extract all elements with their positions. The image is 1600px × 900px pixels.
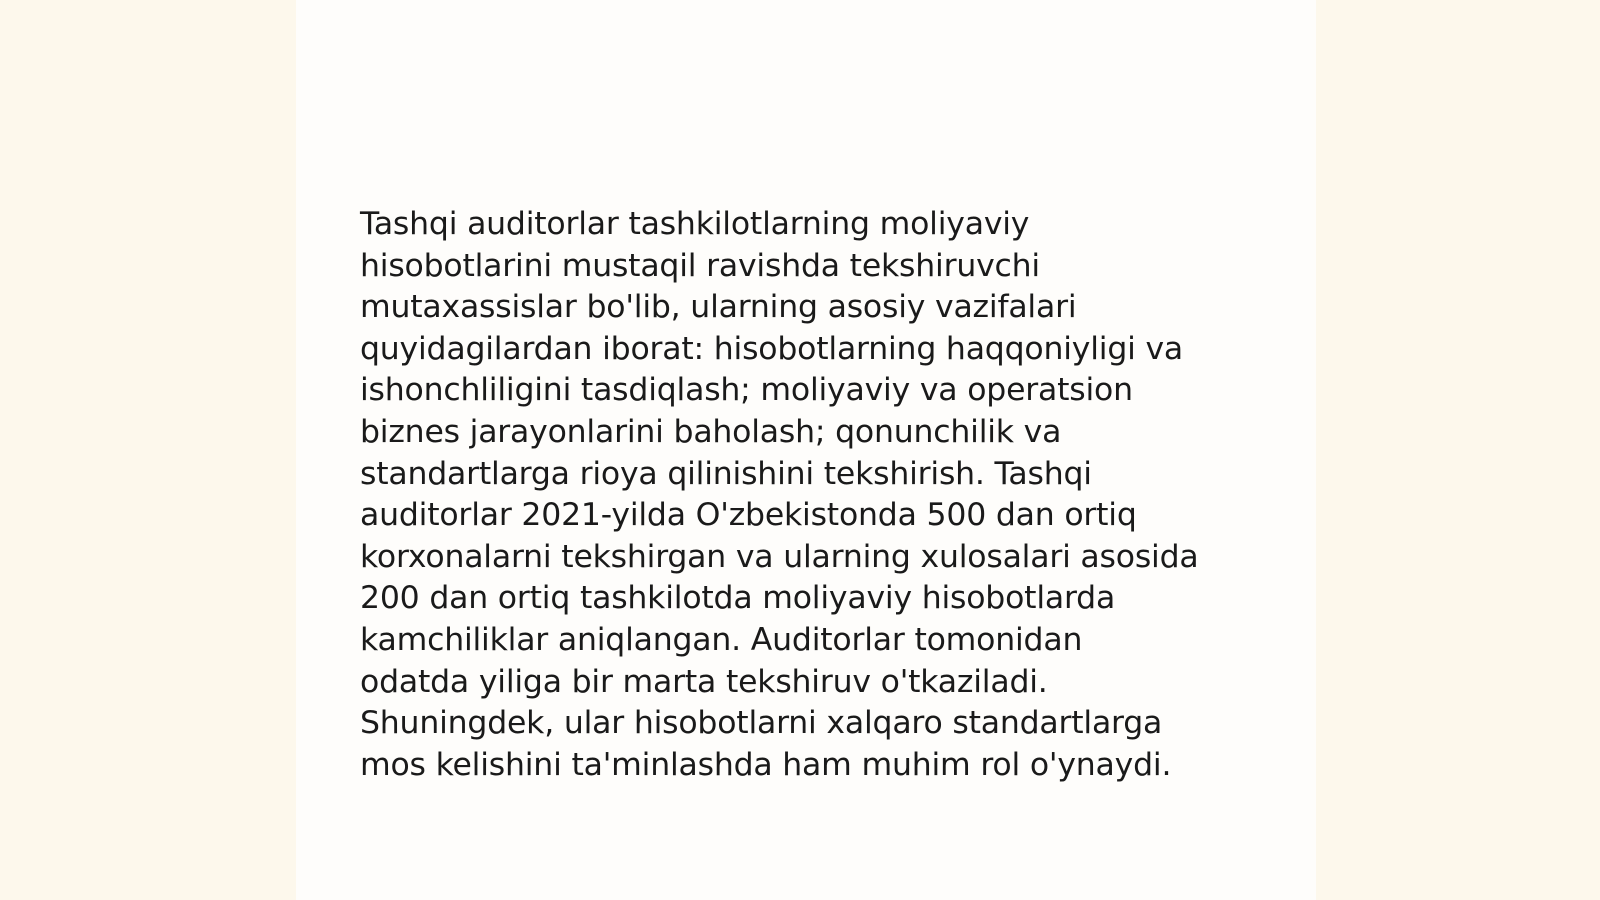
paragraph-line: 200 dan ortiq tashkilotda moliyaviy hisobotlarda — [360, 580, 1116, 617]
paragraph-line: kamchiliklar aniqlangan. Auditorlar tomonidan — [360, 621, 1083, 658]
paragraph-line: auditorlar 2021-yilda O'zbekistonda 500 dan ortiq — [360, 497, 1137, 534]
paragraph-line: standartlarga rioya qilinishini tekshirish. Tashqi — [360, 455, 1092, 492]
paragraph-line: biznes jarayonlarini baholash; qonunchilik va — [360, 413, 1062, 450]
document-page — [296, 0, 1316, 900]
paragraph-line: ishonchliligini tasdiqlash; moliyaviy va operatsion — [360, 372, 1133, 409]
paragraph-line: Shuningdek, ular hisobotlarni xalqaro standartlarga — [360, 705, 1163, 742]
paragraph-line: korxonalarni tekshirgan va ularning xulosalari asosida — [360, 538, 1199, 575]
paragraph-line: odatda yiliga bir marta tekshiruv o'tkaziladi. — [360, 663, 1048, 700]
body-paragraph — [360, 204, 1260, 786]
paragraph-line: hisobotlarini mustaqil ravishda tekshiruvchi — [360, 247, 1040, 284]
paragraph-line: mutaxassislar bo'lib, ularning asosiy vazifalari — [360, 289, 1077, 326]
paragraph-line: Tashqi auditorlar tashkilotlarning moliyaviy — [360, 206, 1030, 242]
paragraph-line: quyidagilardan iborat: hisobotlarning haqqoniyligi va — [360, 330, 1184, 367]
paragraph-line: mos kelishini ta'minlashda ham muhim rol o'ynaydi. — [360, 746, 1172, 783]
